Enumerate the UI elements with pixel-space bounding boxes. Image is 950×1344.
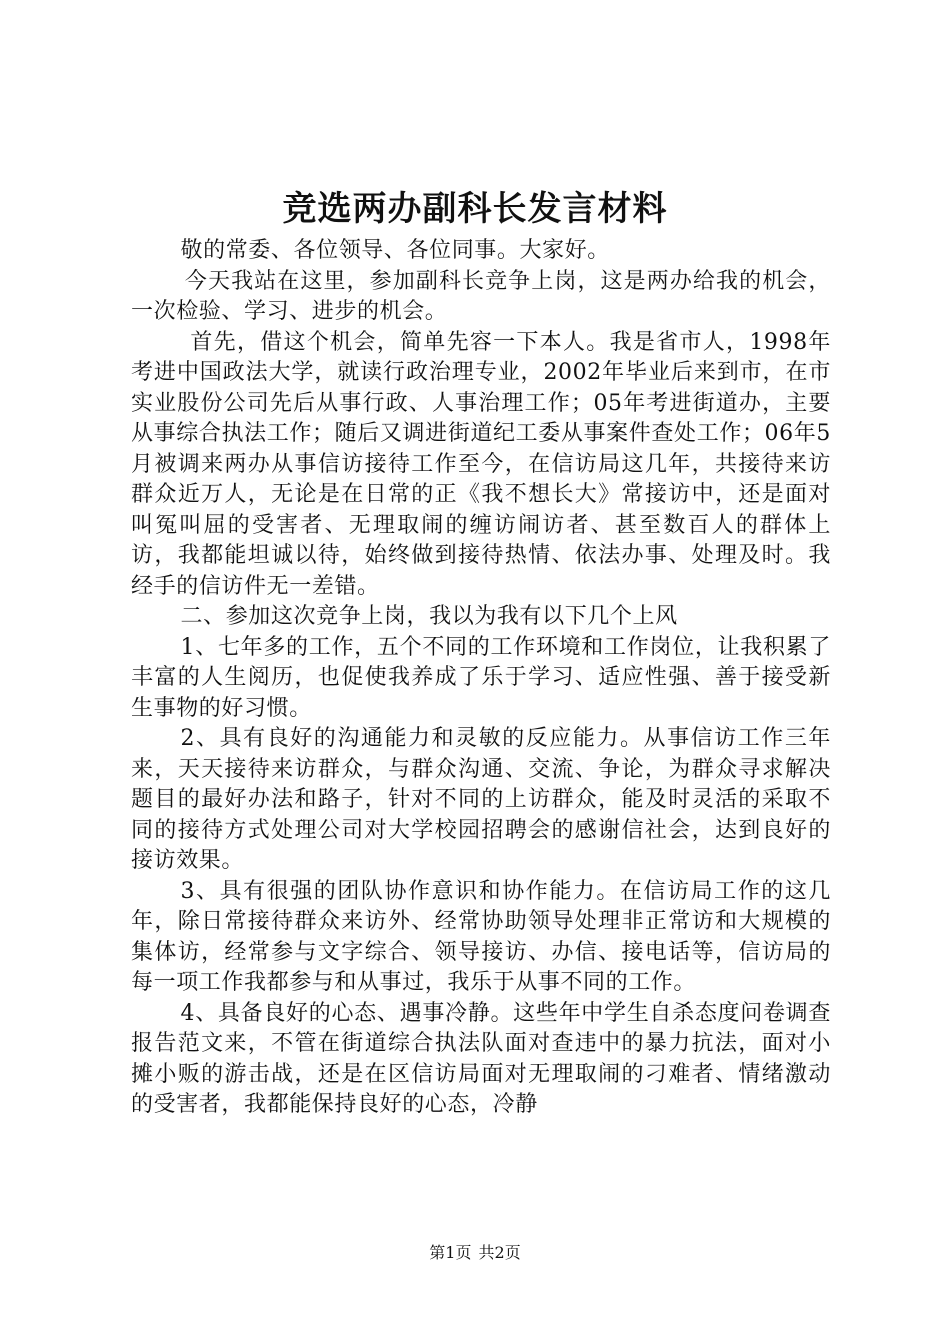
document-body — [131, 236, 831, 1121]
page-footer — [0, 1242, 950, 1264]
paragraph-intro: 今天我站在这里，参加副科长竞争上岗，这是两办给我的机会，一次检验、学习、进步的机会。 — [131, 268, 831, 324]
paragraph-section-heading: 二、参加这次竞争上岗，我以为我有以下几个上风 — [180, 604, 678, 629]
page-number: 第1页 — [429, 1243, 472, 1262]
paragraph-greeting: 敬的常委、各位领导、各位同事。大家好。 — [180, 238, 610, 263]
page-total: 共2页 — [478, 1243, 521, 1262]
paragraph-self-introduction: 首先，借这个机会，简单先容一下本人。我是省市人，1998年考进中国政法大学，就读行政治理专业，2002年毕业后来到市，在市实业股份公司先后从事行政、人事治理工作；05年考进街道办，主要从事综合执法工作；随后又调进街道纪工委从事案件查处工作；06年5月被调来两办从事信访接待工作至今，在信访局这几年，共接待来访群众近万人，无论是在日常的正《我不想长大》常接访中，还是面对叫冤叫屈的受害者、无理取闹的缠访闹访者、甚至数百人的群体上访，我都能坦诚以待，始终做到接待热情、依法办事、处理及时。我经手的信访件无一差错。 — [131, 329, 831, 599]
paragraph-point-2: 2、具有良好的沟通能力和灵敏的反应能力。从事信访工作三年来，天天接待来访群众，与群众沟通、交流、争论，为群众寻求解决题目的最好办法和路子，针对不同的上访群众，能及时灵活的采取不同的接待方式处理公司对大学校园招聘会的感谢信社会，达到良好的接访效果。 — [131, 726, 831, 873]
paragraph-point-1: 1、七年多的工作，五个不同的工作环境和工作岗位，让我积累了丰富的人生阅历，也促使我养成了乐于学习、适应性强、善于接受新生事物的好习惯。 — [131, 634, 831, 721]
paragraph-point-4: 4、具备良好的心态、遇事冷静。这些年中学生自杀态度问卷调查报告范文来，不管在街道综合执法队面对查违中的暴力抗法，面对小摊小贩的游击战，还是在区信访局面对无理取闹的刁难者、情绪激动的受害者，我都能保持良好的心态，冷静 — [131, 1000, 831, 1117]
document-title: 竞选两办副科长发言材料 — [282, 189, 668, 229]
paragraph-point-3: 3、具有很强的团队协作意识和协作能力。在信访局工作的这几年，除日常接待群众来访外、经常协助领导处理非正常访和大规模的集体访，经常参与文字综合、领导接访、办信、接电话等，信访局的每一项工作我都参与和从事过，我乐于从事不同的工作。 — [131, 878, 831, 995]
